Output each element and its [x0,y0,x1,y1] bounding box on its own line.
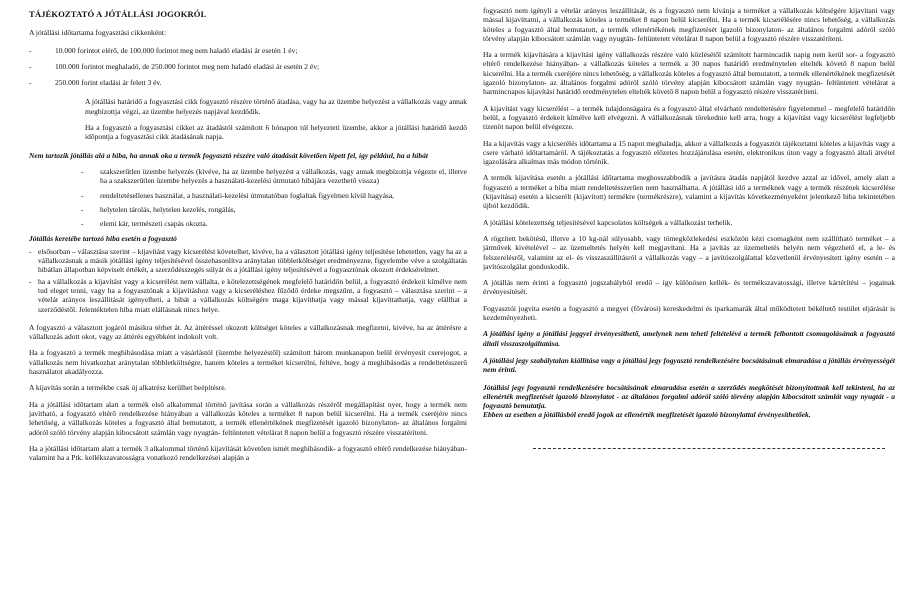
duties-list [29,247,467,314]
paragraph-six-months: Ha a fogyasztó a fogyasztási cikket az átadástól számított 6 hónapon túl helyezteti üzembe, akkor a jótállási határidő kezdő időpontja a fogyasztási cikk átadásának napja. [85,123,467,142]
dash-icon: - [81,219,84,229]
paragraph-start: A jótállási határidő a fogyasztási cikk fogyasztó részére történő átadása, vagy ha az üzembe helyezést a vállalkozás vagy annak megbízottja végzi, az üzembe helyezés napjával kezdődik. [85,97,467,116]
paragraph-fixed-install: A rögzített bekötésű, illetve a 10 kg-nál súlyosabb, vagy tömegközlekedési eszközön kézi csomagként nem szállítható terméket – a járművek kivételével – az üzemeltetés helyén kell megjavítani. Ha a javítás az üzemeltetés helyén nem végezhető el, a le- és felszerelésről, valamint az el- és visszaszállításról a vállalkozás vagy – a javítószolgálattal közvetlenül érvényesített igény esetén – a javítószolgálat gondoskodik. [483,233,895,271]
paragraph-repair-extension: A termék kijavítása esetén a jótállási időtartama meghosszabbodik a javításra átadás napjától kezdve azzal az idővel, amely alatt a fogyasztó a terméket a hiba miatt rendeltetésszerűen nem használhatta. A jótállási idő a terméknek vagy a termék részének kicserélése (kijavítása) esetén a kicserélt (kijavított) termékre (termékrészre), valamint a kijavítás következményeként jelentkező hiba tekintetében újból kezdődik. [483,173,895,211]
list-item: - elsősorban – választása szerint – kijavítást vagy kicserélést követelhet, kivéve, ha a választott jótállási igény teljesítése lehetetlen, vagy ha az a vállalkozásnak a másik jótállási igény teljesítésével összehasonlítva aránytalan többletköltséget eredményezne, figyelembe véve a szolgáltatás hibátlan állapotban képviselt értékét, a szerződésszegés súlyát és a jótállási igény teljesítésével a fogyasztónak okozott érdeksérelmet. [29,246,467,275]
dash-icon: - [29,78,32,88]
paragraph-ownership: A kijavítást vagy kicserélést – a termék tulajdonságaira és a fogyasztó által elvárható rendeltetésére figyelemmel – megfelelő határidőn belül, a fogyasztó érdekeit kímélve kell elvégezni. A vállalkozásnak törekednie kell arra, hogy a kijavítást vagy kicserélést legfeljebb tizenöt napon belül elvégezze. [483,103,895,132]
list-item: - helytelen tárolás, helytelen kezelés, rongálás, [81,204,236,214]
paragraph-fifteen-days: Ha a kijavítás vagy a kicserélés időtartama a 15 napot meghaladja, akkor a vállalkozás a fogyasztót tájékoztatni köteles a kijavítás vagy a csere várható időtartamáról. A tájékoztatás a fogyasztó előzetes hozzájárulása esetén, elektronikus úton vagy a fogyasztó általi átvétel igazolására alkalmas más módon történik. [483,138,895,167]
dash-icon: - [81,204,84,214]
dash-icon: - [29,45,32,55]
left-column [29,6,467,469]
list-item: - 100.000 forintot meghaladó, de 250.000 forintot meg nem haladó eladási ár esetén 2 év; [29,61,320,71]
paragraph-first-repair: Ha a jótállási időtartam alatt a termék első alkalommal történő javítása során a vállalkozás részéről megállapítást nyer, hogy a termék nem javítható, a fogyasztó eltérő rendelkezése hiányában a vállalkozás köteles a terméket 8 napon belül kicserélni. Ha a termék cseréjére nincs lehetőség, a vállalkozás köteles a fogyasztó által bemutatott, a termék ellenértékének megfizetését igazoló bizonylaton- az általános forgalmi adóról szóló törvény alapján kibocsátott számlán vagy nyugtán- feltüntetett vételárat 8 napon belül a fogyasztó részére visszatéríteni. [29,399,467,437]
dash-icon: - [29,276,32,286]
paragraph-thirty-days: Ha a termék kijavítására a kijavítási igény vállalkozás részére való közlésétől számított harmincadik napig nem kerül sor- a fogyasztó eltérő rendelkezése hiányában- a vállalkozás köteles a termék a 30 napos határidő eredménytelen eltelték követő 8 napon belül kicserélni. Ha a termék cseréjére nincs lehetőség, a vállalkozás köteles a fogyasztó által bemutatott, a termék ellenértékének megfizetését igazoló bizonylaton- az általános forgalmi adóról szóló törvény alapján kibocsátott számlán vagy nyugtán- feltüntetett vételárat a harmincnapos kijavítási határidő eredménytelen eltelték követő 8 napon belül a fogyasztó részére visszatéríteni. [483,50,895,97]
paragraph-rights: A jótállás nem érinti a fogyasztó jogszabályból eredő – így különösen kellék- és termékszavatossági, illetve kártérítési – jogainak érvényesítését. [483,278,895,297]
duties-title: Jótállás keretébe tartozó hiba esetén a fogyasztó [29,234,177,244]
list-item: - elemi kár, természeti csapás okozta. [81,219,208,229]
note-ticket: A jótállási igény a jótállási jeggyel érvényesíthető, amelynek nem teheti feltételévé a termék felbontott csomagolásának a fogyasztó általi visszaszolgáltatása. [483,329,895,348]
signature-separator [533,448,885,449]
dash-icon: - [81,166,84,176]
paragraph-costs: A jótállási kötelezettség teljesítésével kapcsolatos költségek a vállalkozást terhelik. [483,217,733,227]
paragraph-dispute: Fogyasztói jogvita esetén a fogyasztó a megyei (fővárosi) kereskedelmi és iparkamarák által működtetett békéltető testület eljárását is kezdeményezheti. [483,303,895,323]
list-item: - szakszerűtlen üzembe helyezés (kivéve, ha az üzembe helyezést a vállalkozás, vagy annak megbízottja végezte el, illetve ha a szakszerűtlen üzembe helyezés a használati-kezelési útmutató hibájára vezethető vissza) [81,166,467,186]
paragraph-change-claim: A fogyasztó a választott jogáról másikra térhet át. Az áttéréssel okozott költséget köteles a vállalkozásnak megfizetni, kivéve, ha az áttérésre a vállalkozás adott okot, vagy az áttérés egyébként indokolt volt. [29,322,467,342]
dash-icon: - [29,61,32,71]
document-title: TÁJÉKOZTATÓ A JÓTÁLLÁSI JOGOKRÓL [29,9,207,19]
list-item: - 10.000 forintot elérő, de 100.000 forintot meg nem haladó eladási ár esetén 1 év; [29,45,298,55]
note-missing: Jótállási jegy fogyasztó rendelkezésére bocsátásának elmaradása esetén a szerződés megkötését bizonyítottnak kell tekinteni, ha az ellenérték megfizetését igazoló bizonylatot - az általános forgalmi adóról szóló törvény alapján kibocsátott számlát vagy nyugtát - a fogyasztó bemutatja. [483,382,895,411]
exclusions-list [29,167,467,228]
paragraph-third-repair-cont: fogyasztó nem igényli a vételár arányos leszállítását, és a fogyasztó nem kívánja a terméket a vállalkozás költségére kijavítani vagy mással kijavíttatni, a vállalkozás köteles a terméket 8 napon belül kicserélni. Ha a termék kicserélésére nincs lehetőség, a vállalkozás köteles a fogyasztó által bemutatott, a termék ellenértékének megfizetését igazoló bizonylaton- az általános forgalmi adóról szóló törvény alapján kibocsátott számlán vagy nyugtán- feltüntetett vételárat 8 napon belül a fogyasztó részére visszatéríteni. [483,6,895,43]
dash-icon: - [29,246,32,256]
paragraph-three-days: Ha a fogyasztó a termék meghibásodása miatt a vásárlástól (üzembe helyezéstől) számított három munkanapon belül érvényesít cserejogot, a vállalkozás nem hivatkozhat aránytalan többletköltségre, hanem köteles a terméket kicserélni, feltéve, hogy a meghibásodás a rendeltetésszerű használatot akadályozza. [29,348,467,377]
dash-icon: - [81,190,84,200]
list-item: - 250.000 forint eladási ár felett 3 év. [29,78,162,88]
list-item: - ha a vállalkozás a kijavítást vagy a kicserélést nem vállalta, e kötelezettségének megfelelő határidőn belül, a fogyasztó érdekeit kímélve nem tud eleget tenni, vagy ha a fogyasztónak a kijavításhoz vagy a kicseréléshez fűződő érdeke megszűnt, a fogyasztó – választása szerint – a vételár arányos leszállítását igényelheti, a hibát a vállalkozás költségére maga kijavíthatja vagy mással kijavíttathatja, vagy elállhat a szerződéstől. Jelentéktelen hiba miatt elállásnak nincs helye. [29,276,467,314]
warranty-tier-list [29,46,467,88]
right-column [483,6,895,449]
exclusions-title: Nem tartozik jótállás alá a hiba, ha annak oka a termék fogyasztó részére való átadását követően lépett fel, így például, ha a hibát [29,150,428,160]
note-irregular: A jótállási jegy szabálytalan kiállítása vagy a jótállási jegy fogyasztó rendelkezésére bocsátásának elmaradása a jótállás érvényességét nem érinti. [483,355,895,375]
intro-text: A jótállási időtartama fogyasztási cikkenként: [29,28,167,38]
list-item: - rendeltetésellenes használat, a használati-kezelési útmutatóban foglaltak figyelmen kívül hagyása, [81,190,395,200]
paragraph-new-parts: A kijavítás során a termékbe csak új alkatrész kerülhet beépítésre. [29,383,227,393]
note-final: Ebben az esetben a jótállásból eredő jogok az ellenérték megfizetését igazoló bizonylattal érvényesíthetőek. [483,410,811,420]
paragraph-third-repair-start: Ha a jótállási időtartam alatt a termék 3 alkalommal történő kijavítását követően ismét meghibásodik- a fogyasztó eltérő rendelkezése hiányában- valamint ha a Ptk. kellékszavatosságra vonatkozó rendelkezései alapján a [29,443,467,463]
